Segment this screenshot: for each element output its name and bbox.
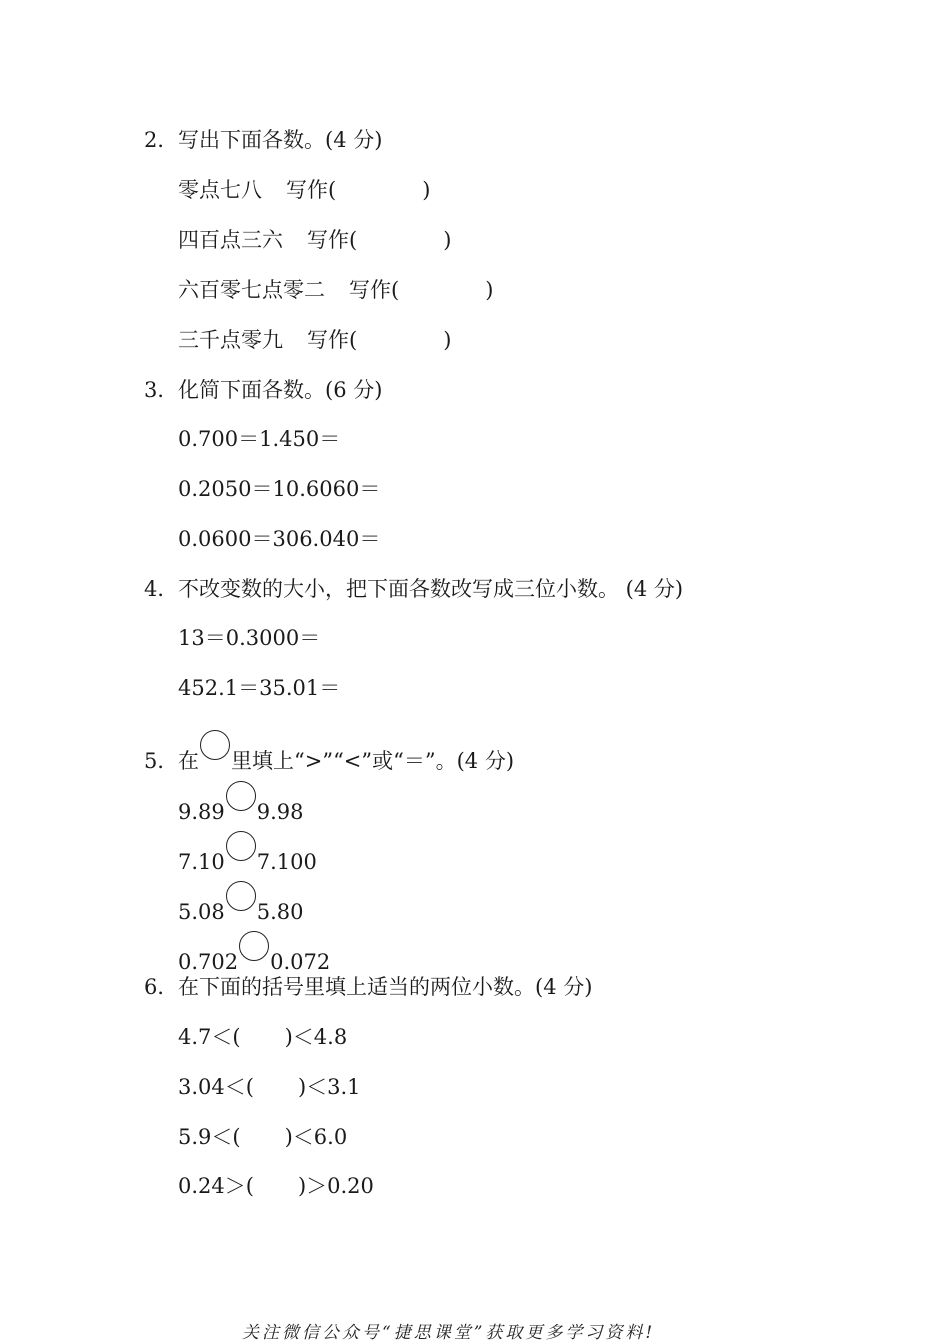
- q3-item-3: 0.0600＝306.040＝: [178, 527, 381, 551]
- question-6-title: 6．在下面的括号里填上适当的两位小数。(4 分): [144, 975, 593, 999]
- question-5-title: 5．在 里填上“>”“<”或“＝”。(4 分): [144, 730, 514, 774]
- q6-item-1: 4.7＜( )＜4.8: [178, 1025, 348, 1049]
- footer-note: 关注微信公众号“捷思课堂”获取更多学习资料!: [242, 1323, 656, 1343]
- compare-circle-icon[interactable]: [239, 931, 269, 961]
- q3-item-1: 0.700＝1.450＝: [178, 427, 341, 451]
- q6-item-4: 0.24＞( )＞0.20: [178, 1174, 374, 1198]
- q5-item-4: 0.702 0.072: [178, 931, 330, 975]
- q6-item-2: 3.04＜( )＜3.1: [178, 1075, 361, 1099]
- compare-circle-icon[interactable]: [226, 781, 256, 811]
- q2-item-1: 零点七八 写作( ): [178, 178, 431, 202]
- answer-circle-icon: [200, 730, 230, 760]
- q4-item-1: 13＝0.3000＝: [178, 626, 321, 650]
- q5-item-2: 7.10 7.100: [178, 831, 317, 875]
- q2-item-4: 三千点零九 写作( ): [178, 328, 452, 352]
- q6-item-3: 5.9＜( )＜6.0: [178, 1125, 348, 1149]
- q4-item-2: 452.1＝35.01＝: [178, 676, 341, 700]
- compare-circle-icon[interactable]: [226, 881, 256, 911]
- compare-circle-icon[interactable]: [226, 831, 256, 861]
- question-2-title: 2．写出下面各数。(4 分): [144, 128, 383, 152]
- q2-item-3: 六百零七点零二 写作( ): [178, 278, 494, 302]
- question-3-title: 3．化简下面各数。(6 分): [144, 378, 383, 402]
- q3-item-2: 0.2050＝10.6060＝: [178, 477, 381, 501]
- question-4-title: 4．不改变数的大小，把下面各数改写成三位小数。 (4 分): [144, 577, 684, 601]
- q2-item-2: 四百点三六 写作( ): [178, 228, 452, 252]
- q5-item-1: 9.89 9.98: [178, 781, 304, 825]
- q5-item-3: 5.08 5.80: [178, 881, 304, 925]
